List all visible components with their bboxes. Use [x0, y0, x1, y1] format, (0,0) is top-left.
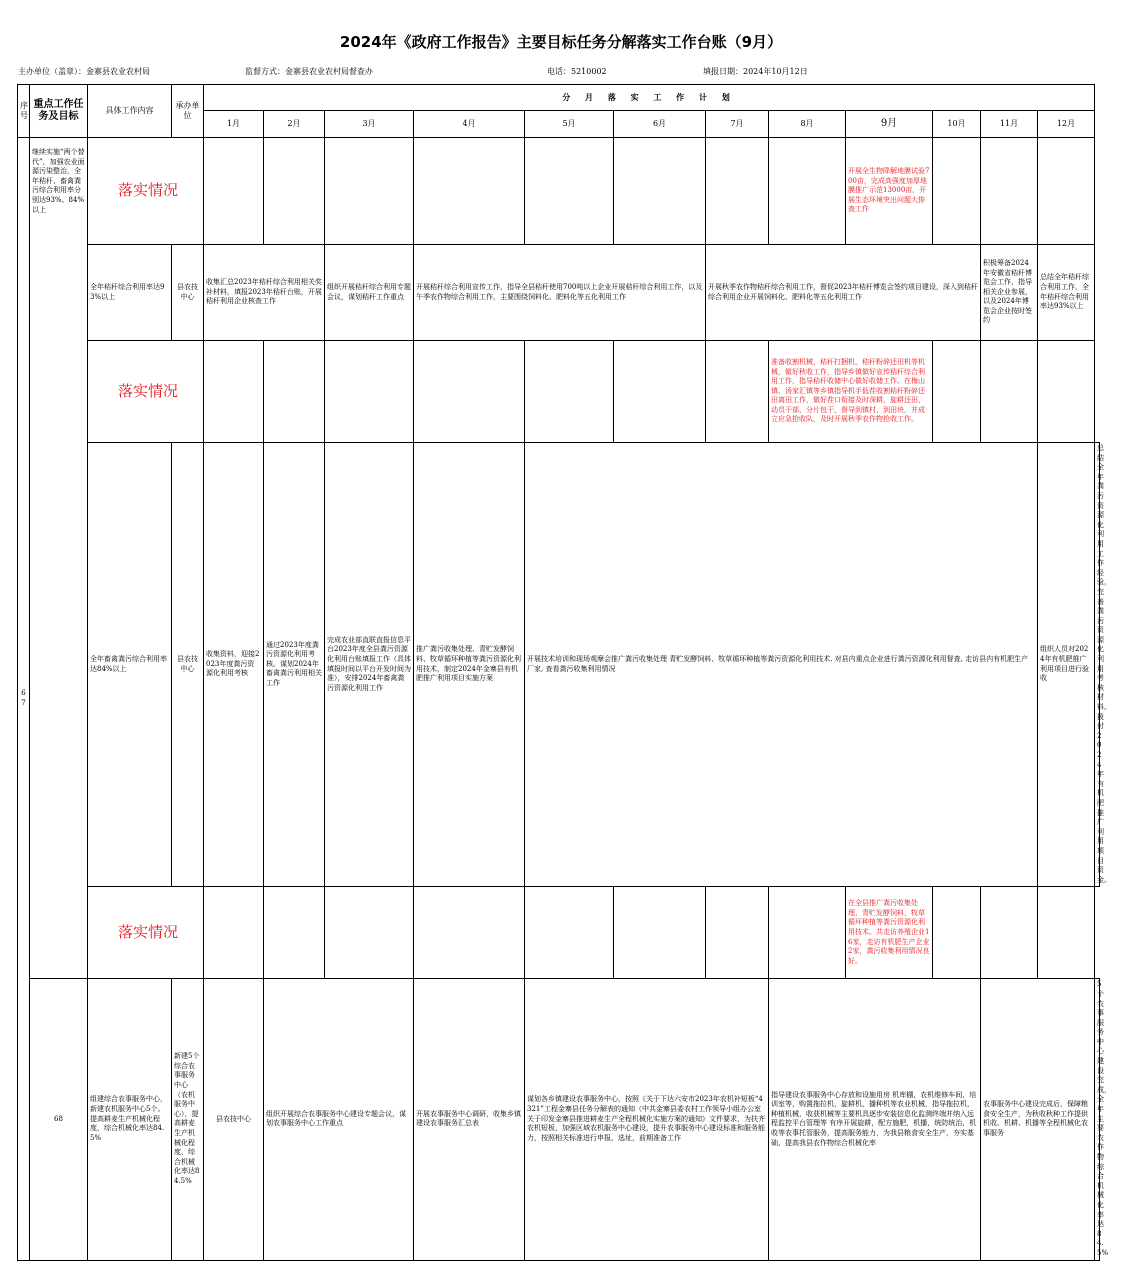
header-month: 10月 — [933, 111, 981, 138]
sub2-apr: 推广粪污收集处理、青贮发酵饲料、牧草循环种植等粪污资源化利用技术，制定2024年金寨县有机肥推广利用项目实施方案 — [414, 443, 525, 887]
meta-date: 填报日期：2024年10月12日 — [703, 67, 808, 76]
task-68-jan-feb: 组织开展综合农事服务中心建设专题会议，谋划农事服务中心工作重点 — [264, 979, 414, 1260]
header-month: 2月 — [264, 111, 325, 138]
header-dept: 承办单位 — [172, 85, 204, 138]
header-month: 8月 — [769, 111, 846, 138]
status-label: 落实情况 — [88, 887, 204, 979]
sub2-nov: 组织人员对2024年有机肥推广利用项目进行验收 — [1038, 443, 1095, 887]
sub1-mar: 组织开展秸秆综合利用专题会议，谋划秸秆工作重点 — [325, 245, 414, 341]
meta-supervise: 监督方式：金寨县农业农村局督查办 — [245, 67, 373, 76]
meta-org: 主办单位（盖章）：金寨县农业农村局 — [18, 67, 150, 76]
status-label: 落实情况 — [88, 341, 204, 443]
sub2-jan: 收集资料，迎接2023年度粪污资源化利用考核 — [204, 443, 264, 887]
sub2-feb: 通过2023年度粪污资源化利用考核。谋划2024年畜禽粪污利用相关工作 — [264, 443, 325, 887]
sub1-jul-oct: 开展秋季农作物秸秆综合利用工作，督促2023年秸秆博览会签约项目建设，深入到秸秆综合利用企业开展饲料化、肥料化等五化利用工作 — [706, 245, 981, 341]
ledger-table — [17, 84, 1111, 1261]
header-month: 12月 — [1038, 111, 1095, 138]
header-month: 4月 — [414, 111, 525, 138]
header-month: 7月 — [706, 111, 769, 138]
task-68-goal: 组建综合农事服务中心，新建农机服务中心5个。提高耕麦生产机械化程度，综合机械化率达84.5% — [88, 979, 172, 1260]
sub1-nov: 积极筹备2024年安徽省秸秆博览会工作，指导相关企业参展，以及2024年博览会企业按时签约 — [981, 245, 1038, 341]
sub1-dec: 总结全年秸秆综合利用工作，全年秸秆综合利用率达93%以上 — [1038, 245, 1095, 341]
header-month: 5月 — [525, 111, 614, 138]
status-sep-manure: 在全县推广粪污收集处理、青贮发酵饲料，牧草循环种植等粪污资源化利用技术。共走访养殖企业16家，走访有机肥生产企业2家，粪污收集利用情况良好。 — [846, 887, 933, 979]
page-title: 2024年《政府工作报告》主要目标任务分解落实工作台账（9月） — [339, 33, 783, 51]
task-68-seq: 68 — [30, 979, 88, 1260]
task-68-dec: 5个农事服务中心建设完成，全年主要农作物综合机械化率达84.5% — [1095, 979, 1100, 1260]
status-aug-sep-straw: 准备收割机械，秸秆打捆机，秸秆粉碎还田机等机械，做好秋收工作，指导乡镇做好宣传秸秆综合利用工作，指导秸秆收储中心做好收储工作。在梅山镇、汤家汇镇等乡镇指导机手低茬收割秸秆粉碎还田离田工作，做好茬口衔接及时深耕，旋耕还田，动员干部，分片包干，督导到镇村、到田块，并成立应急抢收队，及时开展秋季农作物抢收工作。 — [769, 341, 933, 443]
task-68-mar: 开展农事服务中心调研，收集乡镇建设农事服务汇总表 — [414, 979, 525, 1260]
sub2-mar: 完成农业部直联直报信息平台2023年度全县粪污资源化利用台账填报工作（具体填报时间以平台开发时间为准），安排2024年畜禽粪污资源化利用工作 — [325, 443, 414, 887]
status-label: 落实情况 — [88, 138, 204, 245]
sub1-content: 全年秸秆综合利用率达93%以上 — [88, 245, 172, 341]
header-month: 1月 — [204, 111, 264, 138]
header-goal: 重点工作任务及目标 — [30, 85, 88, 138]
sub2-may-oct: 开展技术培训和现场观摩会推广粪污收集处理 青贮发酵饲料、牧草循环种植等粪污资源化利用技术. 对县内重点企业进行粪污资源化利用督查, 走访县内有机肥生产厂家, 查看粪污收集利用情况 — [525, 443, 1038, 887]
sub2-content: 全年畜禽粪污综合利用率达84%以上 — [88, 443, 172, 887]
status-sep-straw: 开展全生物降解地膜试验700亩，完成高强度加厚地膜推广示范13000亩，开展生态环境突出问题大排查工作 — [846, 138, 933, 245]
task-68-jul-sep: 指导建设农事服务中心存放和设施用房 机库棚，农机维修车间，培训室等，购置拖拉机，旋耕机，播种机等农业机械，指导拖拉机，种植机械，收获机械等主要机具逐步安装信息化监测终端并纳入远程监控平台管理等 有序开展旋耕，配方施肥，机播，统防统治，机收等农事托管服务，提高服务能力，为我县粮食安全生产，夯实基础，提高我县农作物综合机械化率 — [769, 979, 981, 1260]
sub1-apr-jun: 开展秸秆综合利用宣传工作，指导全县秸秆使用700吨以上企业开展秸秆综合利用工作，以及午季农作物综合利用工作，主要围绕饲料化、肥料化等五化利用工作 — [414, 245, 706, 341]
header-month-current: 9月 — [846, 111, 933, 138]
sub1-jan-feb: 收集汇总2023年秸秆综合利用相关奖补材料，填报2023年秸秆台账，开展秸秆利用企业核查工作 — [204, 245, 325, 341]
task-67-goal: 继续实施“两个替代”，加强农业面源污染整治，全年秸秆、畜禽粪污综合利用率分别达93%、84%以上 — [30, 138, 88, 245]
task-68-apr-jun: 谋划各乡镇建设农事服务中心，按照《关于下达六安市2023年农机补短板“4321”工程金寨县任务分解表的通知（中共金寨县委农村工作领导小组办公室关于印发金寨县推进耕麦生产全程机械化实施方案的通知》文件要求，为扶齐农机短板，加强区域农机服务中心建设，提升农事服务中心建设标准和服务能力，按照相关标准进行申报，选址，前期准备工作 — [525, 979, 769, 1260]
meta-phone: 电话：5210002 — [547, 67, 607, 76]
header-month: 6月 — [614, 111, 706, 138]
sub1-dept: 县农技中心 — [172, 245, 204, 341]
header-content: 具体工作内容 — [88, 85, 172, 138]
sub2-dept: 县农技中心 — [172, 443, 204, 887]
header-seq: 序号 — [18, 85, 30, 138]
header-plan: 分 月 落 实 工 作 计 划 — [204, 85, 1095, 111]
task-68-content: 新建5个综合农事服务中心（农机服务中心），提高耕麦生产机械化程度，综合机械化率达84.5% — [172, 979, 204, 1260]
sub2-dec: 总结全年粪污资源化利用工作经验，完善粪污资源化利用考核材料。拨付2024年有机肥推广利用项目资金。 — [1095, 443, 1100, 887]
header-month: 3月 — [325, 111, 414, 138]
header-month: 11月 — [981, 111, 1038, 138]
task-68-oct-nov: 农事服务中心建设完成后，保障粮食安全生产，为秋收秋种工作提供机收、机耕、机播等全程机械化农事服务 — [981, 979, 1095, 1260]
task-68-dept: 县农技中心 — [204, 979, 264, 1260]
task-67-seq: 67 — [18, 138, 30, 1261]
